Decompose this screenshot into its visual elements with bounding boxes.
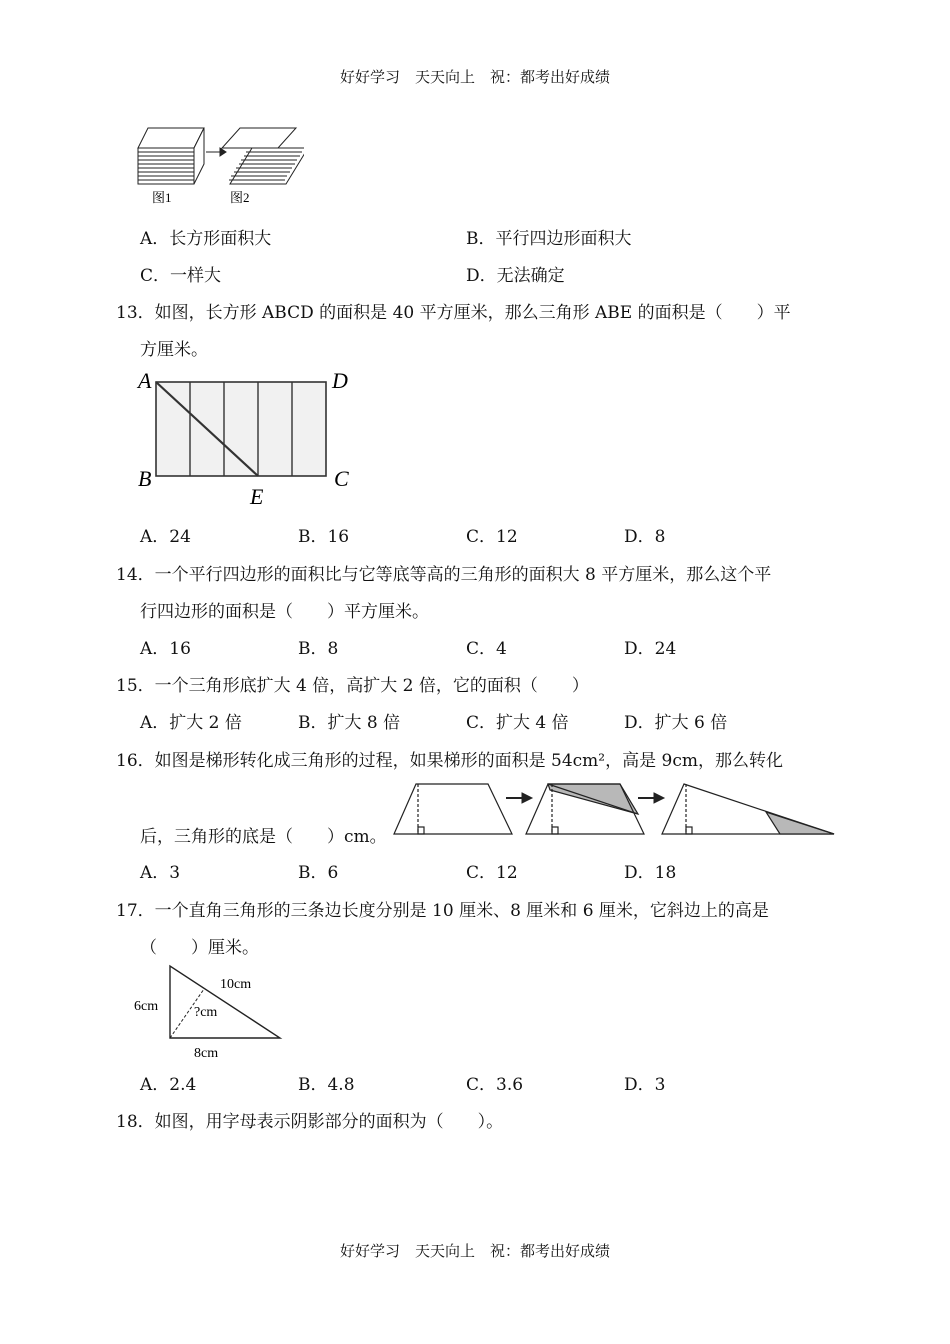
q16-option-c[interactable]: C．12 (466, 863, 518, 883)
fig2-label: 图2 (230, 190, 250, 205)
label-bottom: 8cm (194, 1046, 219, 1061)
q17-option-d[interactable]: D．3 (624, 1075, 666, 1095)
q14-stem-line1: 14．一个平行四边形的面积比与它等底等高的三角形的面积大 8 平方厘米，那么这个平 (116, 565, 772, 585)
label-a: A (138, 368, 152, 393)
q15-stem: 15．一个三角形底扩大 4 倍，高扩大 2 倍，它的面积（ ） (116, 676, 589, 696)
q14-stem-line2: 行四边形的面积是（ ）平方厘米。 (140, 602, 429, 622)
trapezoid-cut (526, 784, 644, 834)
label-height: ?cm (194, 1005, 218, 1020)
q16-figure (392, 780, 838, 840)
q14-option-c[interactable]: C．4 (466, 639, 507, 659)
q13-stem-line2: 方厘米。 (140, 340, 208, 360)
q15-option-c[interactable]: C．扩大 4 倍 (466, 713, 569, 733)
stack-skewed (222, 128, 304, 184)
q13-option-a[interactable]: A．24 (140, 527, 191, 547)
q14-option-b[interactable]: B．8 (298, 639, 339, 659)
label-hyp: 10cm (220, 977, 252, 992)
q17-stem-line2: （ ）厘米。 (140, 938, 259, 958)
q17-option-b[interactable]: B．4.8 (298, 1075, 355, 1095)
q16-option-a[interactable]: A．3 (140, 863, 181, 883)
label-b: B (138, 466, 152, 491)
q13-option-c[interactable]: C．12 (466, 527, 518, 547)
triangle-result (662, 784, 834, 834)
q17-figure (132, 962, 292, 1062)
page-header: 好好学习 天天向上 祝：都考出好成绩 (339, 68, 610, 86)
q12-option-c[interactable]: C．一样大 (140, 266, 222, 286)
q14-option-a[interactable]: A．16 (140, 639, 191, 659)
q16-option-d[interactable]: D．18 (624, 863, 677, 883)
arrow-icon (638, 793, 664, 803)
q15-option-a[interactable]: A．扩大 2 倍 (140, 713, 242, 733)
page-footer: 好好学习 天天向上 祝：都考出好成绩 (339, 1242, 610, 1260)
trapezoid (394, 784, 512, 834)
stack-cuboid (138, 128, 204, 184)
q16-option-b[interactable]: B．6 (298, 863, 339, 883)
label-c: C (334, 466, 349, 491)
fig1-label: 图1 (152, 190, 172, 205)
q15-option-d[interactable]: D．扩大 6 倍 (624, 713, 728, 733)
q13-option-b[interactable]: B．16 (298, 527, 350, 547)
q16-stem-line2: 后，三角形的底是（ ）cm。 (140, 827, 387, 847)
q12-option-d[interactable]: D．无法确定 (466, 266, 565, 286)
q15-option-b[interactable]: B．扩大 8 倍 (298, 713, 401, 733)
q12-option-b[interactable]: B．平行四边形面积大 (466, 229, 632, 249)
q17-option-c[interactable]: C．3.6 (466, 1075, 524, 1095)
q12-option-a[interactable]: A．长方形面积大 (140, 229, 272, 249)
arrow-icon (506, 793, 532, 803)
q12-figure (132, 122, 304, 206)
q16-stem-line1: 16．如图是梯形转化成三角形的过程，如果梯形的面积是 54cm²，高是 9cm，那么转化 (116, 751, 783, 771)
q17-stem-line1: 17．一个直角三角形的三条边长度分别是 10 厘米、8 厘米和 6 厘米，它斜边上的高是 (116, 901, 769, 921)
q17-option-a[interactable]: A．2.4 (140, 1075, 197, 1095)
q14-option-d[interactable]: D．24 (624, 639, 677, 659)
arrow-icon (206, 148, 226, 156)
q13-option-d[interactable]: D．8 (624, 527, 666, 547)
q13-stem-line1: 13．如图，长方形 ABCD 的面积是 40 平方厘米，那么三角形 ABE 的面积是（ ）平 (116, 303, 791, 323)
label-left: 6cm (134, 999, 159, 1014)
q13-figure (134, 368, 364, 512)
label-e: E (250, 484, 264, 509)
label-d: D (332, 368, 348, 393)
q18-stem: 18．如图，用字母表示阴影部分的面积为（ ）。 (116, 1112, 504, 1132)
